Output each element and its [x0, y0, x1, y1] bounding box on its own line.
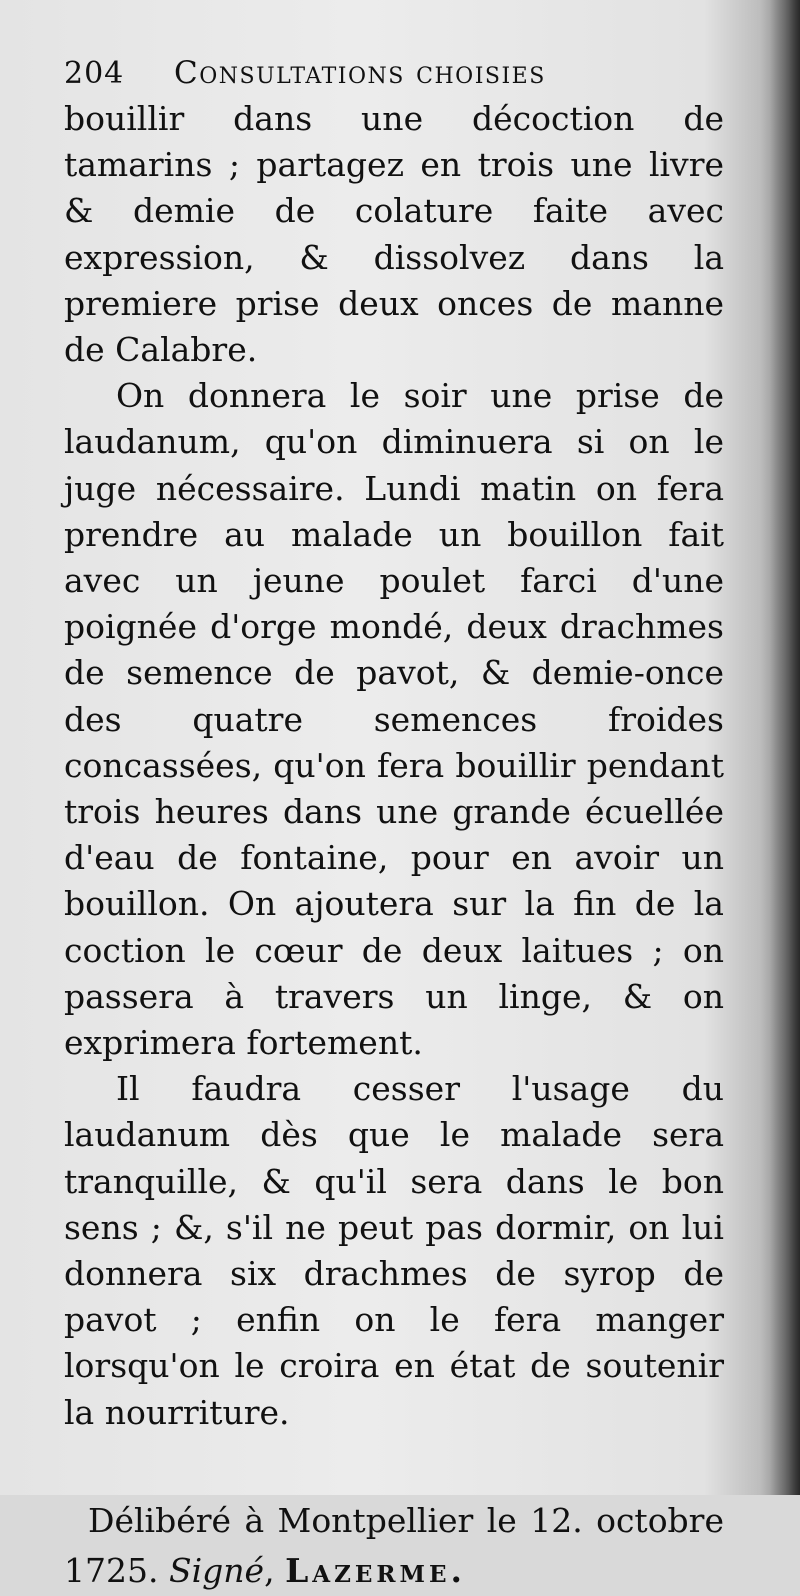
author-name: Lazerme.	[285, 1550, 467, 1590]
running-head	[64, 50, 724, 96]
signoff-text: Délibéré à Montpellier le 12. octobre 1725.	[64, 1500, 724, 1590]
text-block	[64, 50, 724, 1596]
paragraph-1: bouillir dans une décoction de tamarins ; partagez en trois une livre & demie de colature faite avec expression, & dissolvez dans la premiere prise deux onces de manne de Calabre.	[64, 99, 724, 370]
signed-label: Signé	[168, 1550, 265, 1590]
signoff-separator: ,	[264, 1550, 275, 1590]
paragraph-2: On donnera le soir une prise de laudanum, qu'on diminuera si on le juge nécessaire. Lundi matin on fera prendre au malade un bouillon fait avec un jeune poulet farci d'une poignée d'orge mondé, deux drachmes de semence de pavot, & demie-once des quatre semences froides concassées, qu'on fera bouillir pendant trois heures dans une grande écuellée d'eau de fontaine, pour en avoir un bouillon. On ajoutera sur la fin de la coction le cœur de deux laitues ; on passera à travers un linge, & on exprimera fortement.	[64, 376, 724, 1063]
paragraph-3: Il faudra cesser l'usage du laudanum dès que le malade sera tranquille, & qu'il sera dans le bon sens ; &, s'il ne peut pas dormir, on lui donnera six drachmes de syrop de pavot ; enfin on le fera manger lorsqu'on le croira en état de soutenir la nourriture.	[64, 1069, 724, 1432]
signoff	[64, 1496, 724, 1596]
gutter-shadow	[770, 0, 800, 1495]
running-title: Consultations choisies	[174, 55, 546, 91]
page-number: 204	[64, 56, 125, 91]
